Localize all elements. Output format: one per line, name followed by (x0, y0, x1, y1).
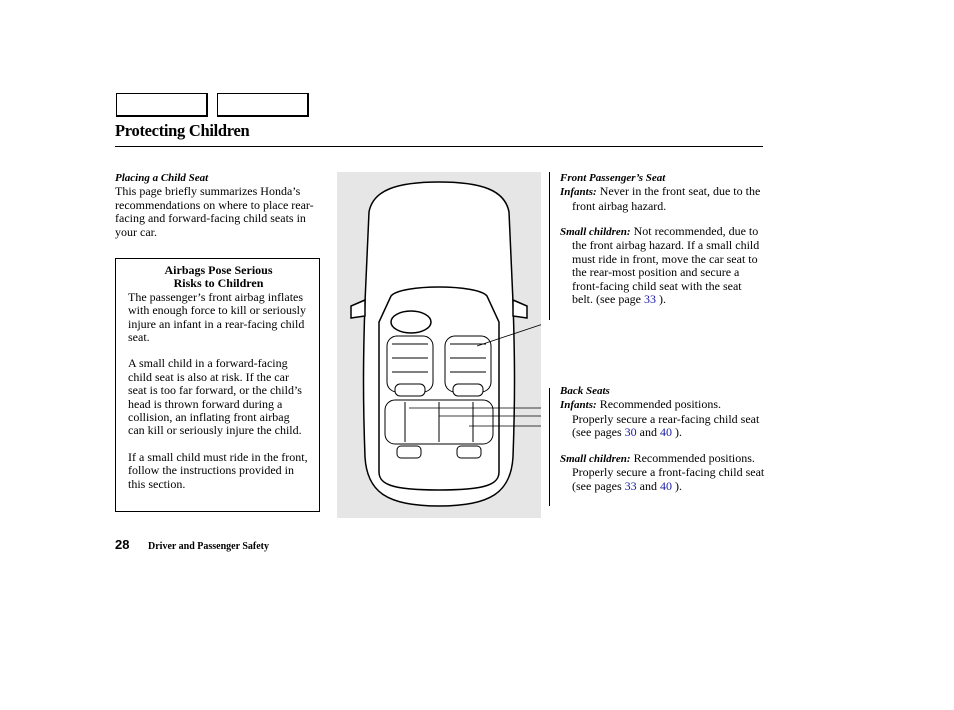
placing-intro: This page briefly summarizes Honda’s recommendations on where to place rear-facing and forward-facing child seats in your car. (115, 184, 314, 239)
warning-title-line2: Risks to Children (173, 276, 264, 291)
front-small-label: Small children: (560, 226, 631, 238)
back-small-page-link-1[interactable]: 33 (624, 478, 637, 493)
front-small-section (560, 225, 765, 306)
back-small-text: Recommended positions. Properly secure a front-facing child seat (see pages (572, 451, 765, 493)
back-infants-page-link-1[interactable]: 30 (624, 425, 637, 440)
car-seating-diagram (337, 172, 541, 518)
car-topview-icon (337, 172, 541, 518)
nav-button-index[interactable] (217, 93, 309, 117)
back-infants-label: Infants: (560, 399, 597, 412)
back-infants-end: ). (671, 425, 682, 440)
front-infants-label: Infants: (560, 186, 597, 199)
warning-box (115, 258, 320, 512)
placing-heading: Placing a Child Seat (115, 172, 209, 184)
back-small-section (560, 452, 765, 493)
back-small-children (560, 452, 765, 493)
front-infants-text: Never in the front seat, due to the front airbag hazard. (572, 184, 761, 213)
front-heading: Front Passenger’s Seat (560, 172, 666, 184)
front-section (560, 172, 765, 213)
warning-title-line1: Airbags Pose Serious (164, 263, 273, 277)
nav-button-contents[interactable] (116, 93, 208, 117)
warning-paragraph-1: The passenger’s front airbag inflates with enough force to kill or seriously injure an infant in a rear-facing child seat. (128, 289, 306, 345)
front-callout-bar (549, 172, 550, 320)
back-small-label: Small children: (560, 453, 631, 465)
back-infants-page-link-2[interactable]: 40 (659, 425, 672, 440)
back-infants-text: Recommended positions. Properly secure a rear-facing child seat (see pages (572, 397, 760, 440)
front-small-page-link[interactable]: 33 (643, 292, 656, 307)
title-rule (115, 146, 763, 147)
left-column (115, 172, 320, 239)
back-small-and: and (636, 478, 660, 493)
front-small-text: Not recommended, due to the front airbag hazard. If a small child must ride in front, move the car seat to the rear-most position and secure a front-facing child seat with the seat belt. (see page (572, 224, 760, 307)
back-infants-and: and (636, 425, 660, 440)
back-infants (560, 398, 765, 439)
back-heading: Back Seats (560, 385, 610, 397)
warning-paragraph-3: If a small child must ride in the front, follow the instructions provided in this section. (128, 449, 308, 491)
front-small-end: ). (655, 292, 666, 307)
page-title: Protecting Children (115, 121, 250, 140)
back-section (560, 385, 765, 440)
back-callout-bar (549, 388, 550, 506)
front-small-children (560, 225, 765, 306)
section-name: Driver and Passenger Safety (148, 541, 270, 552)
warning-paragraph-2: A small child in a forward-facing child seat is also at risk. If the car seat is too far forward, or the child’s head is thrown forward during a collision, an inflating front airbag can kill or seriously injure the child. (128, 356, 302, 438)
back-small-end: ). (671, 478, 682, 493)
back-small-page-link-2[interactable]: 40 (659, 478, 672, 493)
page-number: 28 (115, 537, 130, 552)
front-infants (560, 185, 765, 213)
